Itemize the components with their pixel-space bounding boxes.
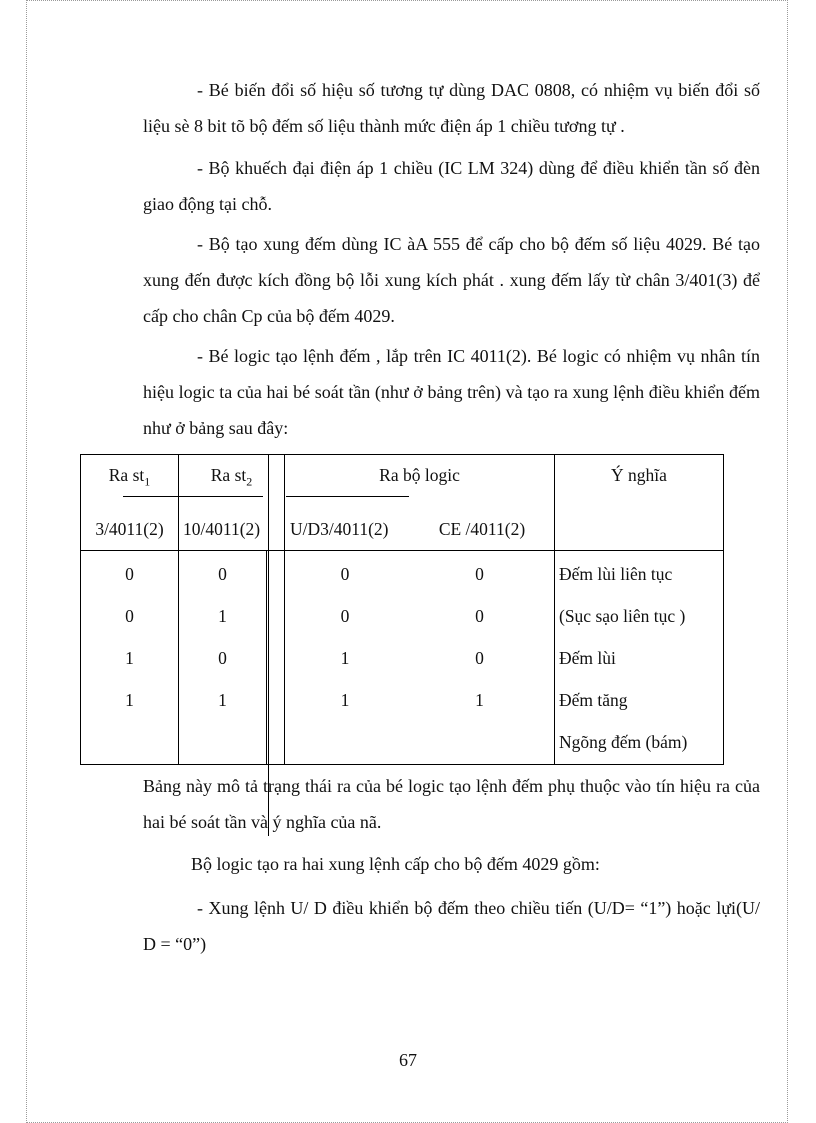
cell-ud: 1 bbox=[340, 689, 350, 710]
subheader-ud: U/D3/4011(2) bbox=[290, 519, 389, 539]
paragraph-pulse-generator: - Bộ tạo xung đếm dùng IC àA 555 để cấp cho bộ đếm số liệu 4029. Bé tạo xung đến được kích đồng bộ lỗi xung kích phát . xung đếm lấy từ chân 3/401(3) để cấp cho chân Cp của bộ đếm 4029. bbox=[143, 234, 760, 326]
cell-ce: 1 bbox=[475, 689, 484, 710]
paragraph-ud-pulse: - Xung lệnh U/ D điều khiển bộ đếm theo chiều tiến (U/D= “1”) hoặc lựi(U/ D = “0”) bbox=[143, 898, 760, 954]
cell-st1: 0 bbox=[125, 563, 134, 584]
subheader-pin-10: 10/4011(2) bbox=[183, 519, 261, 539]
paragraph-table-description: Bảng này mô tả trạng thái ra của bé logic tạo lệnh đếm phụ thuộc vào tín hiệu ra của hai bé soát tần và ý nghĩa của nã. bbox=[143, 776, 760, 832]
table-subheader-rule bbox=[123, 496, 263, 497]
cell-meaning: Ngõng đếm (bám) bbox=[559, 731, 688, 752]
cell-st2: 1 bbox=[218, 689, 227, 710]
table-subheader-rule bbox=[286, 496, 409, 497]
paragraph-pulses: Bộ logic tạo ra hai xung lệnh cấp cho bộ đếm 4029 gồm: bbox=[191, 854, 600, 874]
logic-row bbox=[285, 553, 554, 595]
cell-st2: 0 bbox=[218, 563, 227, 584]
cell-st1: 1 bbox=[125, 647, 134, 668]
cell-meaning: Đếm lùi bbox=[559, 647, 616, 668]
cell-ce: 0 bbox=[475, 605, 484, 626]
header-st1: Ra $st_1$ bbox=[108, 465, 151, 489]
cell-meaning: Đếm tăng bbox=[559, 689, 628, 710]
page-number: 67 bbox=[399, 1050, 417, 1070]
cell-ce: 0 bbox=[475, 563, 484, 584]
subheader-ce: CE /4011(2) bbox=[438, 519, 526, 539]
cell-meaning: (Sục sạo liên tục ) bbox=[559, 605, 686, 626]
subheader-pin-3: 3/4011(2) bbox=[95, 519, 164, 539]
cell-ud: 1 bbox=[340, 647, 350, 668]
cell-st1: 1 bbox=[125, 689, 134, 710]
subheader-logic-row bbox=[285, 509, 554, 549]
logic-row bbox=[285, 679, 554, 721]
cell-meaning: Đếm lùi liên tục bbox=[559, 563, 673, 584]
cell-st1: 0 bbox=[125, 605, 134, 626]
header-logic-output: Ra bộ logic bbox=[379, 465, 460, 485]
logic-table bbox=[80, 454, 724, 765]
header-meaning: Ý nghĩa bbox=[611, 465, 667, 485]
cell-ud: 0 bbox=[340, 563, 350, 584]
header-st2: Ra $st_2$ bbox=[210, 465, 253, 489]
logic-row bbox=[285, 637, 554, 679]
cell-st2: 0 bbox=[218, 647, 227, 668]
paragraph-dac: - Bé biến đổi số hiệu số tương tự dùng DAC 0808, có nhiệm vụ biến đổi số liệu sè 8 bit tõ bộ đếm số liệu thành mức điện áp 1 chiều tương tự . bbox=[143, 80, 760, 136]
cell-ce: 0 bbox=[475, 647, 484, 668]
cell-ud: 0 bbox=[340, 605, 350, 626]
cell-st2: 1 bbox=[218, 605, 227, 626]
paragraph-amplifier: - Bộ khuếch đại điện áp 1 chiều (IC LM 324) dùng để điều khiển tần số đèn giao động tại chỗ. bbox=[143, 158, 760, 214]
paragraph-logic-block: - Bé logic tạo lệnh đếm , lắp trên IC 4011(2). Bé logic có nhiệm vụ nhân tín hiệu logic ta của hai bé soát tần (như ở bảng trên) và tạo ra xung lệnh điều khiển đếm như ở bảng sau đây: bbox=[143, 346, 760, 438]
logic-row bbox=[285, 595, 554, 637]
